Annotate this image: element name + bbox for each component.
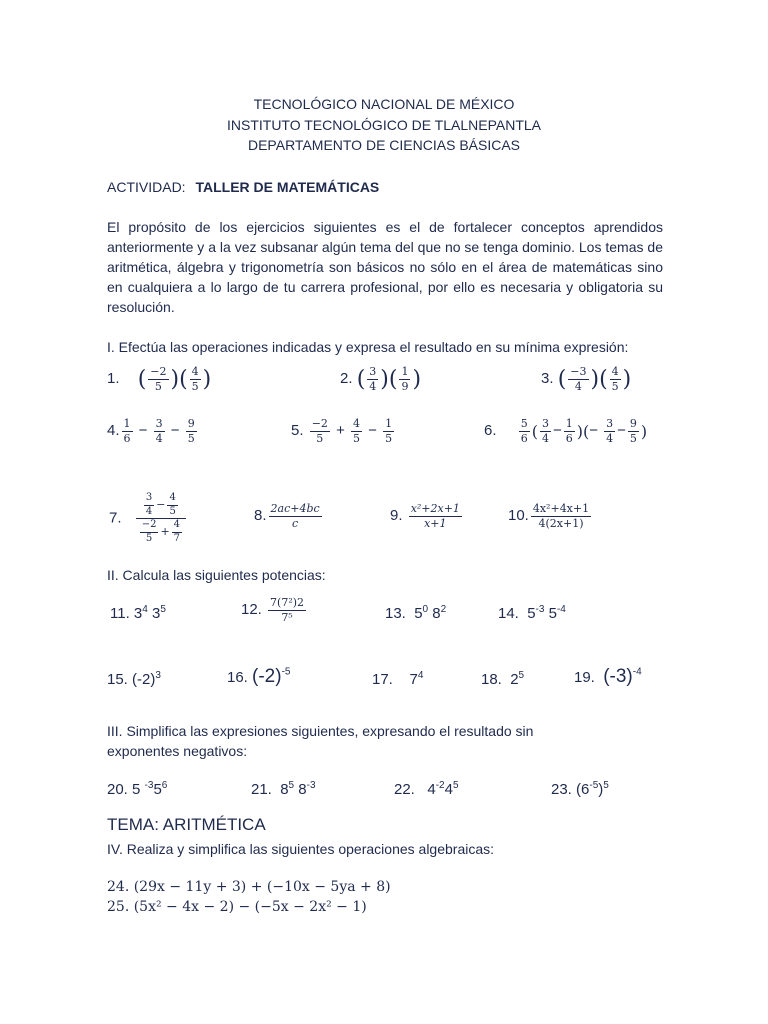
intro-paragraph: El propósito de los ejercicios siguientes es el de fortalecer conceptos aprendidos anteriormente y a la vez subsanar algún tema del que no se tenga dominio. Los temas de aritmética, álgebra y trigonometría son básicos no sólo en el área de matemáticas sino en cualquiera a lo largo de tu carrera profesional, por ello es necesaria y obligatoria su resolución.: [107, 219, 663, 315]
exercise-number: 20.: [107, 781, 128, 798]
exercise-number: 11.: [110, 605, 130, 622]
exercise-number: 2.: [340, 370, 353, 388]
exercise-number: 6.: [484, 422, 497, 440]
exercise-13: 13. $5^0$ $8^2$: [385, 604, 447, 622]
exercise-number: 17.: [372, 671, 393, 688]
exercise-number: 18.: [481, 671, 502, 688]
exercise-21: 21. $8^5$ $8^{-3}$: [251, 780, 316, 798]
exercise-7: 7. $\frac{3}{4}$ − $\frac{4}{5}$ $\frac{-2}{5}$ + $\frac{4}{7}$: [109, 492, 188, 545]
institute-name: INSTITUTO TECNOLÓGICO DE TLALNEPANTLA: [226, 117, 542, 133]
exercise-17: 17. $7^4$: [372, 670, 424, 688]
exercise-number: 15.: [107, 671, 128, 688]
exercise-11: 11. $3^4$ $3^5$: [110, 604, 166, 622]
exercise-number: 5.: [291, 422, 304, 440]
exercise-12: 12. $\frac{\text{7(7²)2}}{\text{7⁵}}$: [241, 596, 305, 624]
activity-title: TALLER DE MATEMÁTICAS: [195, 179, 380, 195]
exercise-24: 24. (29x − 11y + 3) + (−10x − 5ya + 8): [107, 879, 391, 895]
exercise-5: 5. $\frac{-2}{5}$ + $\frac{4}{5}$ − $\frac{1}{5}$: [291, 417, 393, 445]
activity-line: [107, 179, 379, 195]
exercise-6: 6. $\frac{5}{6}$ ( $\frac{3}{4}$ − $\frac{1}{6}$ )(− $\frac{3}{4}$ − $\frac{9}{5}$ ): [484, 417, 648, 445]
exercise-number: 10.: [508, 507, 529, 525]
exercise-3: 3. ( $\frac{-3}{4}$ )( $\frac{4}{5}$ ): [541, 365, 632, 393]
section-1-title: I. Efectúa las operaciones indicadas y expresa el resultado en su mínima expresión:: [107, 339, 629, 355]
exercise-number: 14.: [498, 605, 519, 622]
topic-heading: TEMA: ARITMÉTICA: [107, 815, 266, 834]
exercise-10: 10. $\frac{\text{4x²+4x+1}}{4(2x+1)}$: [508, 502, 590, 530]
exercise-14: 14. $5^{-3}$ $5^{-4}$: [498, 604, 566, 622]
exercise-23: 23. $(6^{-5})^5$: [551, 780, 609, 798]
section-3-title: III. Simplifica las expresiones siguientes, expresando el resultado sin exponentes negativos:: [107, 723, 534, 759]
exercise-18: 18. $2^5$: [481, 670, 525, 688]
exercise-15: 15. $(-2)^3$: [107, 670, 161, 688]
activity-label: ACTIVIDAD:: [107, 179, 186, 195]
exercise-20: 20. 5 $^{-3}5^6$: [107, 780, 168, 798]
exercise-number: 3.: [541, 370, 554, 388]
exercise-9: 9. $\frac{\text{x²+2x+1}}{x+1}$: [390, 502, 460, 530]
exercise-number: 8.: [254, 507, 267, 525]
exercise-number: 1.: [107, 370, 120, 388]
exercise-number: 19.: [574, 669, 595, 686]
section-2-title: II. Calcula las siguientes potencias:: [107, 567, 326, 583]
department-name: DEPARTAMENTO DE CIENCIAS BÁSICAS: [247, 137, 521, 153]
exercise-25: 25. (5x² − 4x − 2) − (−5x − 2x² − 1): [107, 899, 367, 915]
exercise-number: 13.: [385, 605, 406, 622]
exercise-number: 22.: [394, 781, 415, 798]
institution-name: TECNOLÓGICO NACIONAL DE MÉXICO: [253, 96, 515, 112]
exercise-number: 23.: [551, 781, 572, 798]
exercise-number: 16.: [227, 669, 248, 686]
exercise-8: 8. $\frac{2ac+4bc}{c}$: [254, 502, 320, 530]
exercise-number: 21.: [251, 781, 272, 798]
exercise-19: 19. $(-3)^{-4}$: [574, 666, 642, 687]
section-4-title: IV. Realiza y simplifica las siguientes operaciones algebraicas:: [107, 841, 495, 857]
exercise-1: 1. ( $\frac{-2}{5}$ )( $\frac{4}{5}$ ): [107, 365, 212, 393]
exercise-number: 12.: [241, 601, 262, 619]
exercise-number: 9.: [390, 507, 403, 525]
exercise-number: 7.: [109, 509, 122, 527]
exercise-22: 22. $4^{-2}4^5$: [394, 780, 459, 798]
exercise-number: 4.: [107, 422, 120, 440]
exercise-16: 16. $(-2)^{-5}$: [227, 666, 291, 687]
exercise-2: 2. ( $\frac{3}{4}$ )( $\frac{1}{9}$ ): [340, 365, 422, 393]
exercise-4: 4. $\frac{1}{6}$ − $\frac{3}{4}$ − $\frac{9}{5}$: [107, 417, 195, 445]
